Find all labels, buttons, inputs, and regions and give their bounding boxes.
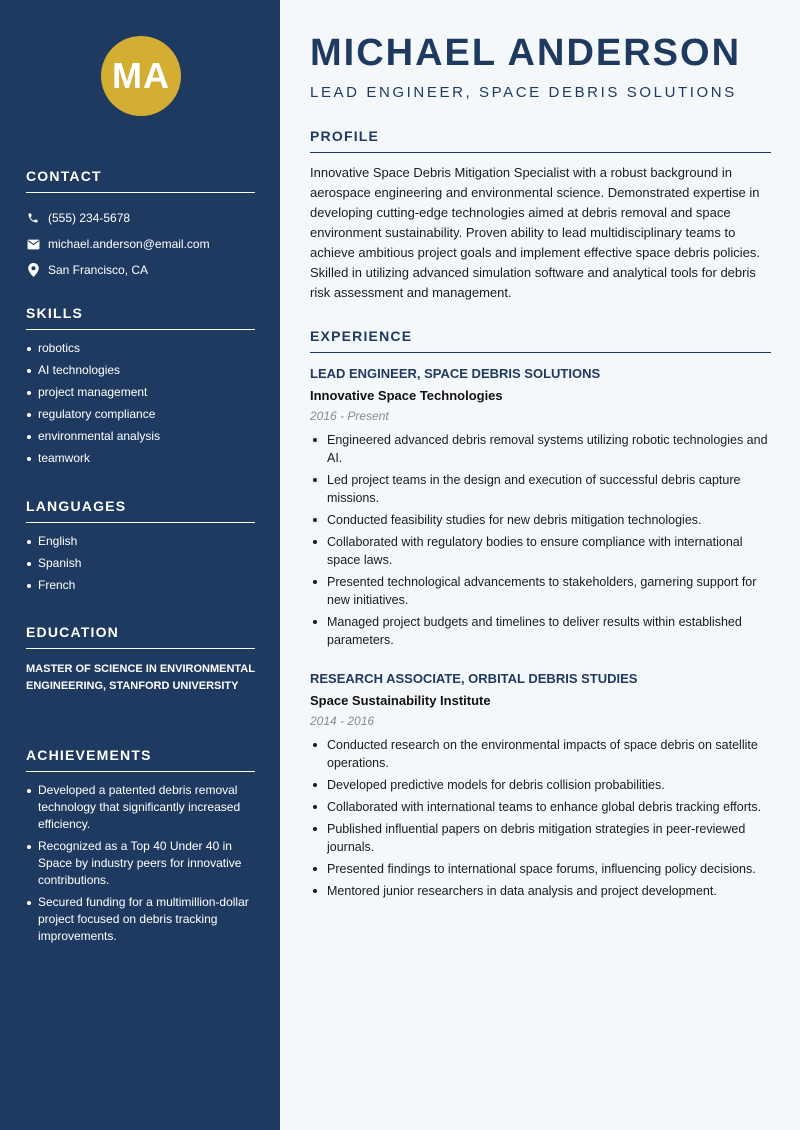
avatar: MA (101, 36, 181, 116)
list-item: Conducted research on the environmental impacts of space debris on satellite operations. (310, 736, 771, 772)
job-bullets (310, 736, 771, 900)
job-title: LEAD ENGINEER, SPACE DEBRIS SOLUTIONS (310, 366, 601, 381)
job-dates: 2014 - 2016 (310, 714, 375, 728)
skills-list (26, 340, 255, 467)
job-entry (310, 671, 771, 904)
languages-list (26, 533, 255, 594)
job-title-header: LEAD ENGINEER, SPACE DEBRIS SOLUTIONS (310, 84, 737, 101)
list-item: Presented technological advancements to stakeholders, garnering support for new initiatives. (310, 573, 771, 609)
achievements-list (26, 782, 255, 945)
job-entry (310, 366, 771, 653)
job-dates: 2016 - Present (310, 409, 389, 423)
job-bullets (310, 431, 771, 649)
contact-heading: CONTACT (26, 168, 255, 193)
list-item: Recognized as a Top 40 Under 40 in Space by industry peers for innovative contributions. (26, 838, 255, 889)
contact-list (26, 205, 255, 283)
languages-section (26, 498, 255, 599)
achievements-heading: ACHIEVEMENTS (26, 747, 255, 772)
education-degree: MASTER OF SCIENCE IN ENVIRONMENTAL ENGINEERING, STANFORD UNIVERSITY (26, 663, 255, 692)
contact-email (26, 231, 255, 257)
contact-section (26, 168, 255, 283)
list-item: AI technologies (26, 362, 255, 379)
skills-section (26, 305, 255, 472)
phone-icon (26, 211, 40, 225)
list-item: Managed project budgets and timelines to deliver results within established parameters. (310, 613, 771, 649)
list-item: project management (26, 384, 255, 401)
job-company: Space Sustainability Institute (310, 693, 491, 708)
phone-text: (555) 234-5678 (48, 211, 131, 225)
location-pin-icon (26, 263, 40, 277)
list-item: Engineered advanced debris removal systems utilizing robotic technologies and AI. (310, 431, 771, 467)
list-item: Secured funding for a multimillion-dollar project focused on debris tracking improvements. (26, 894, 255, 945)
job-company: Innovative Space Technologies (310, 388, 503, 403)
location-text: San Francisco, CA (48, 263, 149, 277)
profile-section (310, 128, 771, 303)
list-item: Mentored junior researchers in data analysis and project development. (310, 882, 771, 900)
list-item: Collaborated with regulatory bodies to ensure compliance with international space laws. (310, 533, 771, 569)
list-item: Conducted feasibility studies for new debris mitigation technologies. (310, 511, 771, 529)
list-item: Spanish (26, 555, 255, 572)
experience-section (310, 328, 771, 353)
list-item: Led project teams in the design and execution of successful debris capture missions. (310, 471, 771, 507)
achievements-section (26, 747, 255, 950)
experience-heading: EXPERIENCE (310, 328, 771, 353)
sidebar (0, 0, 280, 1130)
profile-heading: PROFILE (310, 128, 771, 153)
list-item: teamwork (26, 450, 255, 467)
list-item: Presented findings to international space forums, influencing policy decisions. (310, 860, 771, 878)
languages-heading: LANGUAGES (26, 498, 255, 523)
job-title: RESEARCH ASSOCIATE, ORBITAL DEBRIS STUDIES (310, 671, 638, 686)
list-item: robotics (26, 340, 255, 357)
list-item: environmental analysis (26, 428, 255, 445)
contact-phone (26, 205, 255, 231)
email-text: michael.anderson@email.com (48, 237, 210, 251)
list-item: Developed predictive models for debris collision probabilities. (310, 776, 771, 794)
skills-heading: SKILLS (26, 305, 255, 330)
list-item: French (26, 577, 255, 594)
email-icon (26, 237, 40, 251)
person-name: MICHAEL ANDERSON (310, 32, 742, 74)
education-heading: EDUCATION (26, 624, 255, 649)
profile-text: Innovative Space Debris Mitigation Specialist with a robust background in aerospace engineering and environmental science. Demonstrated expertise in developing cutting-edge technologies aimed at debris removal and space environment sustainability. Proven ability to lead multidisciplinary teams to achieve ambitious project goals and implement effective space debris policies. Skilled in utilizing advanced simulation software and analytical tools for debris risk assessment and management. (310, 165, 760, 300)
list-item: Published influential papers on debris mitigation strategies in peer-reviewed journals. (310, 820, 771, 856)
education-section (26, 624, 255, 695)
list-item: Collaborated with international teams to enhance global debris tracking efforts. (310, 798, 771, 816)
contact-location (26, 257, 255, 283)
list-item: Developed a patented debris removal technology that significantly increased efficiency. (26, 782, 255, 833)
list-item: English (26, 533, 255, 550)
list-item: regulatory compliance (26, 406, 255, 423)
